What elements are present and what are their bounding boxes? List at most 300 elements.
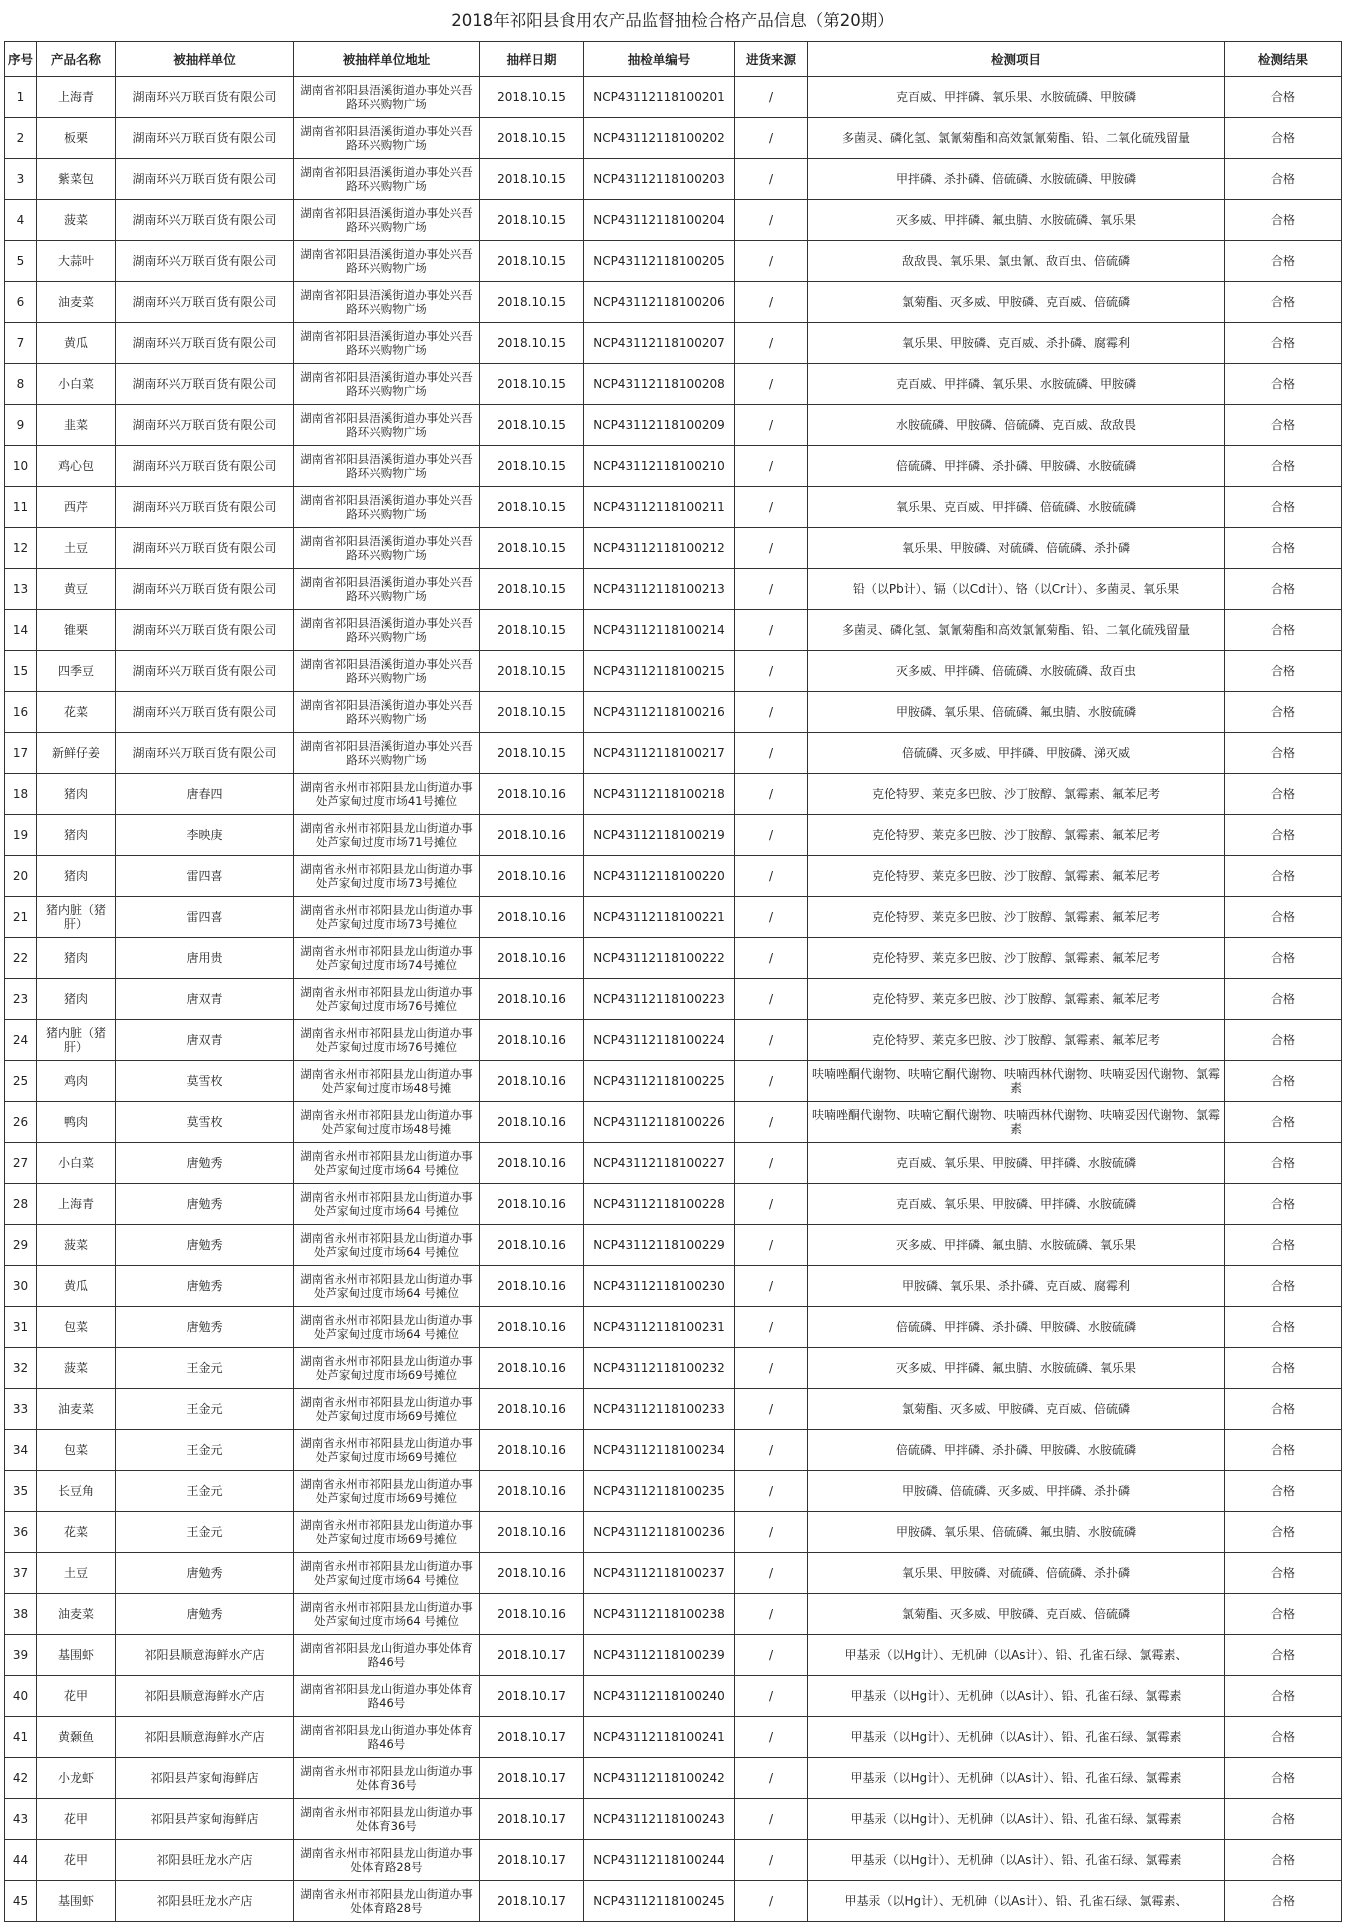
cell-source: / xyxy=(735,1225,808,1266)
cell-unit: 湖南环兴万联百货有限公司 xyxy=(116,159,294,200)
header-items: 检测项目 xyxy=(808,42,1225,77)
cell-date: 2018.10.16 xyxy=(480,1266,584,1307)
cell-code: NCP43112118100225 xyxy=(584,1061,735,1102)
cell-index: 24 xyxy=(5,1020,37,1061)
cell-index: 18 xyxy=(5,774,37,815)
cell-product: 板栗 xyxy=(37,118,116,159)
cell-date: 2018.10.15 xyxy=(480,446,584,487)
cell-index: 42 xyxy=(5,1758,37,1799)
cell-items: 氯菊酯、灭多威、甲胺磷、克百威、倍硫磷 xyxy=(808,282,1225,323)
cell-code: NCP43112118100238 xyxy=(584,1594,735,1635)
cell-unit: 唐勉秀 xyxy=(116,1143,294,1184)
cell-date: 2018.10.16 xyxy=(480,1061,584,1102)
cell-date: 2018.10.15 xyxy=(480,733,584,774)
cell-unit: 湖南环兴万联百货有限公司 xyxy=(116,487,294,528)
cell-address: 湖南省祁阳县龙山街道办事处体育路46号 xyxy=(294,1676,480,1717)
cell-source: / xyxy=(735,897,808,938)
cell-source: / xyxy=(735,1307,808,1348)
cell-index: 40 xyxy=(5,1676,37,1717)
cell-unit: 唐双青 xyxy=(116,1020,294,1061)
cell-address: 湖南省祁阳县浯溪街道办事处兴吾路环兴购物广场 xyxy=(294,323,480,364)
table-row xyxy=(5,323,1342,364)
table-row xyxy=(5,692,1342,733)
cell-source: / xyxy=(735,1512,808,1553)
cell-product: 大蒜叶 xyxy=(37,241,116,282)
cell-product: 基围虾 xyxy=(37,1881,116,1922)
cell-result: 合格 xyxy=(1225,856,1342,897)
cell-address: 湖南省永州市祁阳县龙山街道办事处芦家甸过度市场73号摊位 xyxy=(294,897,480,938)
cell-result: 合格 xyxy=(1225,1594,1342,1635)
cell-result: 合格 xyxy=(1225,323,1342,364)
table-row xyxy=(5,1143,1342,1184)
cell-result: 合格 xyxy=(1225,1471,1342,1512)
cell-date: 2018.10.17 xyxy=(480,1635,584,1676)
cell-source: / xyxy=(735,1799,808,1840)
table-row xyxy=(5,528,1342,569)
cell-items: 甲基汞（以Hg计）、无机砷（以As计）、铅、孔雀石绿、氯霉素 xyxy=(808,1676,1225,1717)
cell-address: 湖南省祁阳县浯溪街道办事处兴吾路环兴购物广场 xyxy=(294,692,480,733)
cell-source: / xyxy=(735,979,808,1020)
table-row xyxy=(5,897,1342,938)
cell-product: 猪肉 xyxy=(37,774,116,815)
cell-result: 合格 xyxy=(1225,405,1342,446)
cell-items: 克伦特罗、莱克多巴胺、沙丁胺醇、氯霉素、氟苯尼考 xyxy=(808,856,1225,897)
table-row xyxy=(5,1102,1342,1143)
table-row xyxy=(5,241,1342,282)
cell-index: 21 xyxy=(5,897,37,938)
cell-date: 2018.10.15 xyxy=(480,528,584,569)
cell-result: 合格 xyxy=(1225,77,1342,118)
cell-source: / xyxy=(735,364,808,405)
cell-index: 14 xyxy=(5,610,37,651)
cell-product: 猪内脏（猪肝） xyxy=(37,1020,116,1061)
cell-code: NCP43112118100232 xyxy=(584,1348,735,1389)
table-row xyxy=(5,118,1342,159)
cell-code: NCP43112118100217 xyxy=(584,733,735,774)
cell-date: 2018.10.17 xyxy=(480,1758,584,1799)
cell-result: 合格 xyxy=(1225,159,1342,200)
cell-source: / xyxy=(735,733,808,774)
cell-date: 2018.10.16 xyxy=(480,1307,584,1348)
cell-product: 菠菜 xyxy=(37,200,116,241)
cell-result: 合格 xyxy=(1225,1266,1342,1307)
cell-product: 鸭肉 xyxy=(37,1102,116,1143)
cell-result: 合格 xyxy=(1225,1512,1342,1553)
cell-code: NCP43112118100237 xyxy=(584,1553,735,1594)
cell-date: 2018.10.16 xyxy=(480,1430,584,1471)
cell-result: 合格 xyxy=(1225,1758,1342,1799)
cell-source: / xyxy=(735,1471,808,1512)
cell-date: 2018.10.16 xyxy=(480,774,584,815)
cell-unit: 唐勉秀 xyxy=(116,1225,294,1266)
cell-items: 甲胺磷、氧乐果、倍硫磷、氟虫腈、水胺硫磷 xyxy=(808,1512,1225,1553)
table-row xyxy=(5,1553,1342,1594)
cell-result: 合格 xyxy=(1225,815,1342,856)
cell-date: 2018.10.15 xyxy=(480,118,584,159)
cell-result: 合格 xyxy=(1225,1184,1342,1225)
table-header-row xyxy=(5,42,1342,77)
cell-product: 上海青 xyxy=(37,77,116,118)
cell-product: 小白菜 xyxy=(37,364,116,405)
cell-source: / xyxy=(735,774,808,815)
cell-address: 湖南省永州市祁阳县龙山街道办事处芦家甸过度市场69号摊位 xyxy=(294,1471,480,1512)
table-row xyxy=(5,569,1342,610)
cell-items: 甲基汞（以Hg计）、无机砷（以As计）、铅、孔雀石绿、氯霉素 xyxy=(808,1758,1225,1799)
cell-date: 2018.10.15 xyxy=(480,323,584,364)
cell-index: 25 xyxy=(5,1061,37,1102)
cell-result: 合格 xyxy=(1225,1430,1342,1471)
cell-unit: 湖南环兴万联百货有限公司 xyxy=(116,733,294,774)
cell-items: 甲胺磷、氧乐果、杀扑磷、克百威、腐霉利 xyxy=(808,1266,1225,1307)
cell-source: / xyxy=(735,938,808,979)
cell-result: 合格 xyxy=(1225,774,1342,815)
cell-address: 湖南省永州市祁阳县龙山街道办事处芦家甸过度市场73号摊位 xyxy=(294,856,480,897)
table-row xyxy=(5,856,1342,897)
cell-date: 2018.10.16 xyxy=(480,1102,584,1143)
cell-code: NCP43112118100230 xyxy=(584,1266,735,1307)
cell-index: 19 xyxy=(5,815,37,856)
table-row xyxy=(5,774,1342,815)
cell-address: 湖南省祁阳县浯溪街道办事处兴吾路环兴购物广场 xyxy=(294,405,480,446)
cell-items: 甲胺磷、氧乐果、倍硫磷、氟虫腈、水胺硫磷 xyxy=(808,692,1225,733)
cell-items: 多菌灵、磷化氢、氯氰菊酯和高效氯氰菊酯、铅、二氧化硫残留量 xyxy=(808,118,1225,159)
table-row xyxy=(5,1840,1342,1881)
cell-address: 湖南省祁阳县浯溪街道办事处兴吾路环兴购物广场 xyxy=(294,446,480,487)
header-index: 序号 xyxy=(5,42,37,77)
cell-items: 甲胺磷、倍硫磷、灭多威、甲拌磷、杀扑磷 xyxy=(808,1471,1225,1512)
table-row xyxy=(5,1512,1342,1553)
cell-product: 猪肉 xyxy=(37,856,116,897)
cell-product: 黄瓜 xyxy=(37,1266,116,1307)
cell-address: 湖南省永州市祁阳县龙山街道办事处芦家甸过度市场64 号摊位 xyxy=(294,1225,480,1266)
cell-date: 2018.10.16 xyxy=(480,1225,584,1266)
cell-unit: 唐用贵 xyxy=(116,938,294,979)
cell-date: 2018.10.16 xyxy=(480,1512,584,1553)
cell-product: 黄颡鱼 xyxy=(37,1717,116,1758)
cell-code: NCP43112118100207 xyxy=(584,323,735,364)
table-row xyxy=(5,979,1342,1020)
cell-address: 湖南省祁阳县龙山街道办事处体育路46号 xyxy=(294,1717,480,1758)
cell-product: 花甲 xyxy=(37,1676,116,1717)
cell-items: 氯菊酯、灭多威、甲胺磷、克百威、倍硫磷 xyxy=(808,1594,1225,1635)
cell-index: 36 xyxy=(5,1512,37,1553)
cell-date: 2018.10.15 xyxy=(480,282,584,323)
table-row xyxy=(5,1430,1342,1471)
table-row xyxy=(5,1266,1342,1307)
cell-date: 2018.10.16 xyxy=(480,1471,584,1512)
cell-code: NCP43112118100241 xyxy=(584,1717,735,1758)
cell-result: 合格 xyxy=(1225,528,1342,569)
cell-items: 甲基汞（以Hg计）、无机砷（以As计）、铅、孔雀石绿、氯霉素 xyxy=(808,1717,1225,1758)
cell-address: 湖南省永州市祁阳县龙山街道办事处芦家甸过度市场64 号摊位 xyxy=(294,1594,480,1635)
cell-result: 合格 xyxy=(1225,241,1342,282)
header-product: 产品名称 xyxy=(37,42,116,77)
cell-items: 克伦特罗、莱克多巴胺、沙丁胺醇、氯霉素、氟苯尼考 xyxy=(808,938,1225,979)
cell-address: 湖南省永州市祁阳县龙山街道办事处芦家甸过度市场64 号摊位 xyxy=(294,1553,480,1594)
cell-items: 氯菊酯、灭多威、甲胺磷、克百威、倍硫磷 xyxy=(808,1389,1225,1430)
cell-product: 花甲 xyxy=(37,1840,116,1881)
cell-unit: 湖南环兴万联百货有限公司 xyxy=(116,446,294,487)
cell-source: / xyxy=(735,1389,808,1430)
header-code: 抽检单编号 xyxy=(584,42,735,77)
cell-address: 湖南省祁阳县浯溪街道办事处兴吾路环兴购物广场 xyxy=(294,651,480,692)
cell-unit: 莫雪枚 xyxy=(116,1102,294,1143)
cell-code: NCP43112118100233 xyxy=(584,1389,735,1430)
cell-unit: 王金元 xyxy=(116,1471,294,1512)
cell-index: 13 xyxy=(5,569,37,610)
cell-code: NCP43112118100212 xyxy=(584,528,735,569)
cell-index: 28 xyxy=(5,1184,37,1225)
cell-code: NCP43112118100227 xyxy=(584,1143,735,1184)
cell-date: 2018.10.16 xyxy=(480,1389,584,1430)
table-row xyxy=(5,1758,1342,1799)
cell-code: NCP43112118100205 xyxy=(584,241,735,282)
cell-date: 2018.10.15 xyxy=(480,364,584,405)
cell-date: 2018.10.17 xyxy=(480,1840,584,1881)
cell-result: 合格 xyxy=(1225,1717,1342,1758)
cell-result: 合格 xyxy=(1225,733,1342,774)
cell-source: / xyxy=(735,651,808,692)
table-row xyxy=(5,364,1342,405)
cell-address: 湖南省永州市祁阳县龙山街道办事处芦家甸过度市场64 号摊位 xyxy=(294,1184,480,1225)
cell-date: 2018.10.15 xyxy=(480,692,584,733)
cell-code: NCP43112118100204 xyxy=(584,200,735,241)
inspection-table xyxy=(4,41,1342,1922)
cell-items: 甲基汞（以Hg计）、无机砷（以As计）、铅、孔雀石绿、氯霉素 xyxy=(808,1799,1225,1840)
cell-items: 灭多威、甲拌磷、氟虫腈、水胺硫磷、氧乐果 xyxy=(808,1225,1225,1266)
cell-result: 合格 xyxy=(1225,446,1342,487)
cell-result: 合格 xyxy=(1225,1020,1342,1061)
cell-items: 倍硫磷、甲拌磷、杀扑磷、甲胺磷、水胺硫磷 xyxy=(808,1430,1225,1471)
cell-source: / xyxy=(735,405,808,446)
table-row xyxy=(5,405,1342,446)
cell-date: 2018.10.15 xyxy=(480,241,584,282)
cell-items: 克伦特罗、莱克多巴胺、沙丁胺醇、氯霉素、氟苯尼考 xyxy=(808,815,1225,856)
cell-index: 39 xyxy=(5,1635,37,1676)
cell-items: 敌敌畏、氧乐果、氯虫氰、敌百虫、倍硫磷 xyxy=(808,241,1225,282)
page-title: 2018年祁阳县食用农产品监督抽检合格产品信息（第20期） xyxy=(451,11,894,30)
cell-index: 12 xyxy=(5,528,37,569)
cell-unit: 李映庚 xyxy=(116,815,294,856)
cell-index: 38 xyxy=(5,1594,37,1635)
table-row xyxy=(5,1881,1342,1922)
header-result: 检测结果 xyxy=(1225,42,1342,77)
cell-date: 2018.10.15 xyxy=(480,77,584,118)
table-row xyxy=(5,733,1342,774)
cell-address: 湖南省永州市祁阳县龙山街道办事处芦家甸过度市场64 号摊位 xyxy=(294,1266,480,1307)
cell-unit: 湖南环兴万联百货有限公司 xyxy=(116,364,294,405)
cell-address: 湖南省祁阳县浯溪街道办事处兴吾路环兴购物广场 xyxy=(294,77,480,118)
cell-unit: 祁阳县芦家甸海鲜店 xyxy=(116,1758,294,1799)
cell-items: 氧乐果、克百威、甲拌磷、倍硫磷、水胺硫磷 xyxy=(808,487,1225,528)
cell-code: NCP43112118100215 xyxy=(584,651,735,692)
cell-address: 湖南省永州市祁阳县龙山街道办事处芦家甸过度市场41号摊位 xyxy=(294,774,480,815)
cell-address: 湖南省永州市祁阳县龙山街道办事处芦家甸过度市场69号摊位 xyxy=(294,1389,480,1430)
table-row xyxy=(5,487,1342,528)
cell-items: 克百威、氧乐果、甲胺磷、甲拌磷、水胺硫磷 xyxy=(808,1143,1225,1184)
cell-code: NCP43112118100214 xyxy=(584,610,735,651)
cell-unit: 湖南环兴万联百货有限公司 xyxy=(116,77,294,118)
cell-source: / xyxy=(735,1266,808,1307)
cell-index: 31 xyxy=(5,1307,37,1348)
cell-unit: 祁阳县芦家甸海鲜店 xyxy=(116,1799,294,1840)
cell-source: / xyxy=(735,1635,808,1676)
cell-code: NCP43112118100244 xyxy=(584,1840,735,1881)
cell-address: 湖南省永州市祁阳县龙山街道办事处芦家甸过度市场69号摊位 xyxy=(294,1512,480,1553)
cell-date: 2018.10.16 xyxy=(480,815,584,856)
cell-address: 湖南省祁阳县浯溪街道办事处兴吾路环兴购物广场 xyxy=(294,364,480,405)
cell-address: 湖南省祁阳县浯溪街道办事处兴吾路环兴购物广场 xyxy=(294,282,480,323)
cell-date: 2018.10.15 xyxy=(480,159,584,200)
cell-items: 克伦特罗、莱克多巴胺、沙丁胺醇、氯霉素、氟苯尼考 xyxy=(808,1020,1225,1061)
cell-source: / xyxy=(735,528,808,569)
cell-code: NCP43112118100236 xyxy=(584,1512,735,1553)
cell-result: 合格 xyxy=(1225,118,1342,159)
cell-result: 合格 xyxy=(1225,1676,1342,1717)
cell-source: / xyxy=(735,1143,808,1184)
cell-index: 11 xyxy=(5,487,37,528)
cell-product: 鸡肉 xyxy=(37,1061,116,1102)
cell-address: 湖南省祁阳县浯溪街道办事处兴吾路环兴购物广场 xyxy=(294,487,480,528)
cell-address: 湖南省永州市祁阳县龙山街道办事处芦家甸过度市场64 号摊位 xyxy=(294,1143,480,1184)
cell-index: 34 xyxy=(5,1430,37,1471)
cell-date: 2018.10.16 xyxy=(480,1553,584,1594)
cell-result: 合格 xyxy=(1225,897,1342,938)
table-row xyxy=(5,610,1342,651)
cell-date: 2018.10.15 xyxy=(480,569,584,610)
cell-items: 多菌灵、磷化氢、氯氰菊酯和高效氯氰菊酯、铅、二氧化硫残留量 xyxy=(808,610,1225,651)
cell-items: 甲基汞（以Hg计）、无机砷（以As计）、铅、孔雀石绿、氯霉素、 xyxy=(808,1881,1225,1922)
cell-index: 29 xyxy=(5,1225,37,1266)
cell-index: 44 xyxy=(5,1840,37,1881)
cell-items: 倍硫磷、甲拌磷、杀扑磷、甲胺磷、水胺硫磷 xyxy=(808,446,1225,487)
cell-address: 湖南省永州市祁阳县龙山街道办事处芦家甸过度市场69号摊位 xyxy=(294,1348,480,1389)
cell-unit: 祁阳县顺意海鲜水产店 xyxy=(116,1635,294,1676)
cell-code: NCP43112118100240 xyxy=(584,1676,735,1717)
cell-product: 猪内脏（猪肝） xyxy=(37,897,116,938)
table-row xyxy=(5,1348,1342,1389)
cell-unit: 湖南环兴万联百货有限公司 xyxy=(116,610,294,651)
cell-address: 湖南省永州市祁阳县龙山街道办事处芦家甸过度市场74号摊位 xyxy=(294,938,480,979)
cell-date: 2018.10.17 xyxy=(480,1676,584,1717)
cell-code: NCP43112118100220 xyxy=(584,856,735,897)
cell-result: 合格 xyxy=(1225,200,1342,241)
cell-code: NCP43112118100228 xyxy=(584,1184,735,1225)
cell-index: 30 xyxy=(5,1266,37,1307)
cell-unit: 湖南环兴万联百货有限公司 xyxy=(116,282,294,323)
cell-source: / xyxy=(735,610,808,651)
cell-items: 水胺硫磷、甲胺磷、倍硫磷、克百威、敌敌畏 xyxy=(808,405,1225,446)
cell-product: 花菜 xyxy=(37,692,116,733)
cell-code: NCP43112118100234 xyxy=(584,1430,735,1471)
cell-unit: 湖南环兴万联百货有限公司 xyxy=(116,405,294,446)
cell-index: 43 xyxy=(5,1799,37,1840)
cell-unit: 湖南环兴万联百货有限公司 xyxy=(116,241,294,282)
cell-items: 灭多威、甲拌磷、氟虫腈、水胺硫磷、氧乐果 xyxy=(808,1348,1225,1389)
cell-code: NCP43112118100242 xyxy=(584,1758,735,1799)
header-source: 进货来源 xyxy=(735,42,808,77)
cell-index: 5 xyxy=(5,241,37,282)
cell-product: 基围虾 xyxy=(37,1635,116,1676)
cell-items: 克伦特罗、莱克多巴胺、沙丁胺醇、氯霉素、氟苯尼考 xyxy=(808,979,1225,1020)
cell-address: 湖南省永州市祁阳县龙山街道办事处芦家甸过度市场69号摊位 xyxy=(294,1430,480,1471)
cell-address: 湖南省永州市祁阳县龙山街道办事处体育36号 xyxy=(294,1758,480,1799)
cell-index: 35 xyxy=(5,1471,37,1512)
cell-source: / xyxy=(735,1840,808,1881)
cell-index: 3 xyxy=(5,159,37,200)
cell-code: NCP43112118100235 xyxy=(584,1471,735,1512)
cell-unit: 湖南环兴万联百货有限公司 xyxy=(116,528,294,569)
cell-code: NCP43112118100221 xyxy=(584,897,735,938)
cell-product: 花甲 xyxy=(37,1799,116,1840)
table-row xyxy=(5,1389,1342,1430)
cell-address: 湖南省永州市祁阳县龙山街道办事处芦家甸过度市场48号摊 xyxy=(294,1061,480,1102)
cell-address: 湖南省祁阳县浯溪街道办事处兴吾路环兴购物广场 xyxy=(294,118,480,159)
cell-source: / xyxy=(735,323,808,364)
cell-index: 41 xyxy=(5,1717,37,1758)
cell-product: 油麦菜 xyxy=(37,282,116,323)
cell-items: 呋喃唑酮代谢物、呋喃它酮代谢物、呋喃西林代谢物、呋喃妥因代谢物、氯霉素 xyxy=(808,1061,1225,1102)
cell-result: 合格 xyxy=(1225,610,1342,651)
cell-source: / xyxy=(735,1676,808,1717)
cell-source: / xyxy=(735,1102,808,1143)
cell-items: 倍硫磷、灭多威、甲拌磷、甲胺磷、涕灭威 xyxy=(808,733,1225,774)
cell-unit: 王金元 xyxy=(116,1512,294,1553)
cell-items: 灭多威、甲拌磷、氟虫腈、水胺硫磷、氧乐果 xyxy=(808,200,1225,241)
cell-date: 2018.10.17 xyxy=(480,1881,584,1922)
cell-result: 合格 xyxy=(1225,1553,1342,1594)
cell-result: 合格 xyxy=(1225,1143,1342,1184)
cell-index: 32 xyxy=(5,1348,37,1389)
cell-product: 四季豆 xyxy=(37,651,116,692)
cell-date: 2018.10.16 xyxy=(480,856,584,897)
cell-date: 2018.10.16 xyxy=(480,1143,584,1184)
cell-source: / xyxy=(735,1758,808,1799)
cell-source: / xyxy=(735,200,808,241)
cell-code: NCP43112118100206 xyxy=(584,282,735,323)
cell-index: 1 xyxy=(5,77,37,118)
cell-date: 2018.10.15 xyxy=(480,651,584,692)
cell-code: NCP43112118100208 xyxy=(584,364,735,405)
cell-source: / xyxy=(735,815,808,856)
table-row xyxy=(5,1020,1342,1061)
cell-address: 湖南省祁阳县龙山街道办事处体育路46号 xyxy=(294,1635,480,1676)
cell-result: 合格 xyxy=(1225,1348,1342,1389)
cell-unit: 王金元 xyxy=(116,1389,294,1430)
cell-items: 甲拌磷、杀扑磷、倍硫磷、水胺硫磷、甲胺磷 xyxy=(808,159,1225,200)
cell-items: 克伦特罗、莱克多巴胺、沙丁胺醇、氯霉素、氟苯尼考 xyxy=(808,897,1225,938)
cell-source: / xyxy=(735,1348,808,1389)
cell-date: 2018.10.15 xyxy=(480,405,584,446)
cell-source: / xyxy=(735,856,808,897)
cell-code: NCP43112118100216 xyxy=(584,692,735,733)
cell-code: NCP43112118100245 xyxy=(584,1881,735,1922)
table-row xyxy=(5,1184,1342,1225)
cell-unit: 湖南环兴万联百货有限公司 xyxy=(116,651,294,692)
cell-unit: 祁阳县顺意海鲜水产店 xyxy=(116,1717,294,1758)
cell-address: 湖南省祁阳县浯溪街道办事处兴吾路环兴购物广场 xyxy=(294,241,480,282)
cell-source: / xyxy=(735,1881,808,1922)
cell-result: 合格 xyxy=(1225,364,1342,405)
cell-product: 猪肉 xyxy=(37,938,116,979)
cell-result: 合格 xyxy=(1225,692,1342,733)
cell-date: 2018.10.16 xyxy=(480,897,584,938)
table-row xyxy=(5,446,1342,487)
cell-items: 克伦特罗、莱克多巴胺、沙丁胺醇、氯霉素、氟苯尼考 xyxy=(808,774,1225,815)
cell-address: 湖南省永州市祁阳县龙山街道办事处体育路28号 xyxy=(294,1840,480,1881)
cell-items: 氧乐果、甲胺磷、对硫磷、倍硫磷、杀扑磷 xyxy=(808,528,1225,569)
cell-result: 合格 xyxy=(1225,1225,1342,1266)
